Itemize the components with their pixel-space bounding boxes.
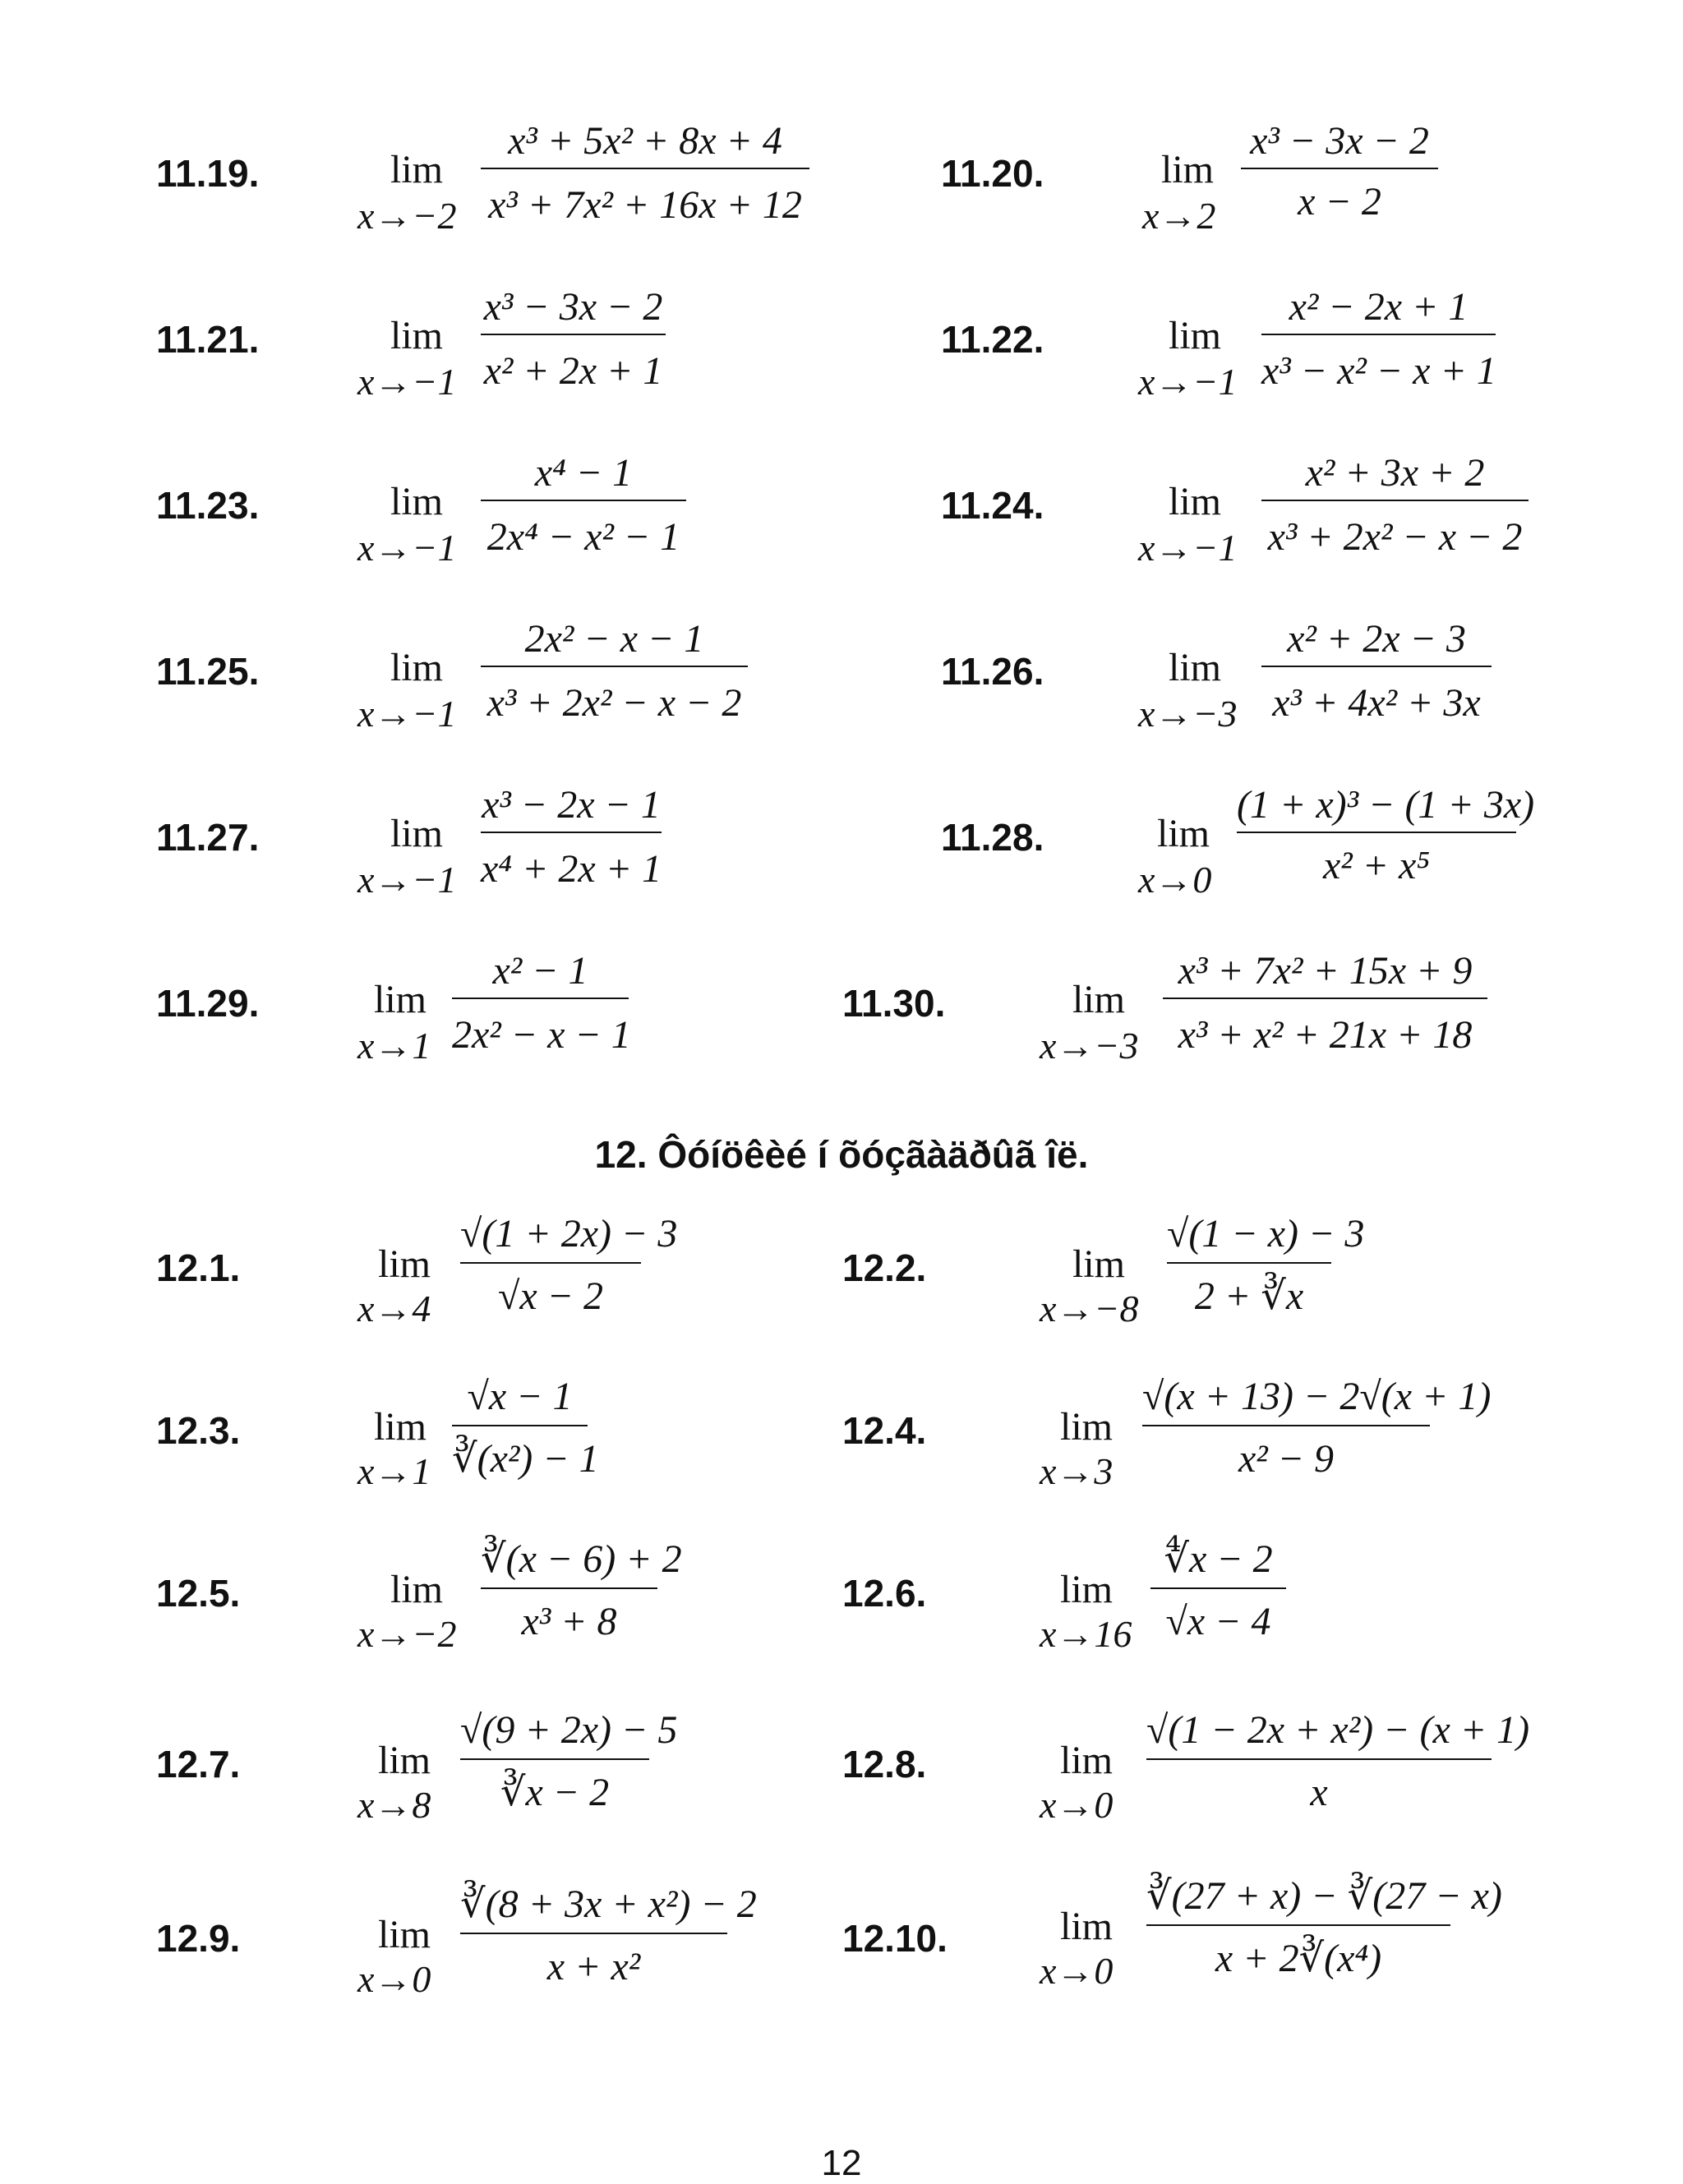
limit-point: x→0	[1138, 859, 1212, 901]
lim-operator: lim	[390, 1568, 444, 1611]
fraction-bar	[481, 334, 666, 335]
fraction	[460, 1208, 678, 1331]
limit-point: x→−1	[1138, 527, 1238, 569]
fraction	[1163, 945, 1487, 1068]
numerator: x² − 1	[492, 949, 588, 993]
fraction-bar	[1150, 1587, 1286, 1589]
fraction-bar	[1237, 832, 1516, 833]
limit-point: x→−8	[1040, 1288, 1139, 1329]
fraction	[481, 779, 662, 902]
denominator: x² + x⁵	[1322, 844, 1431, 887]
section-title: 12. Ôóíöêèé í õóçãàäðûã îë.	[594, 1133, 1089, 1176]
limit-point: x→1	[357, 1450, 431, 1492]
lim-operator: lim	[1157, 812, 1210, 855]
numerator: x³ + 7x² + 15x + 9	[1178, 949, 1473, 993]
fraction-bar	[1167, 1262, 1331, 1264]
numerator: x³ − 2x − 1	[482, 783, 661, 827]
denominator: x	[1310, 1771, 1328, 1814]
problem-number: 11.30.	[842, 982, 946, 1025]
fraction	[1150, 1533, 1286, 1656]
numerator: x³ − 3x − 2	[483, 285, 663, 329]
numerator: √(1 + 2x) − 3	[460, 1212, 678, 1256]
lim-operator: lim	[1060, 1405, 1114, 1449]
problem-number: 11.20.	[941, 152, 1044, 195]
problem-number: 12.7.	[156, 1743, 241, 1785]
numerator: ∛(x − 6) + 2	[481, 1537, 682, 1581]
problem-number: 11.24.	[941, 484, 1044, 527]
numerator: √(1 − x) − 3	[1167, 1212, 1365, 1256]
fraction-bar	[460, 1758, 649, 1760]
denominator: x³ + 8	[521, 1600, 617, 1643]
problem-number: 11.22.	[941, 318, 1044, 361]
numerator: ∛(8 + 3x + x²) − 2	[460, 1882, 757, 1926]
fraction-bar	[1163, 998, 1487, 999]
denominator: ∛(x²) − 1	[452, 1437, 599, 1481]
limit-point: x→−2	[357, 195, 457, 237]
lim-operator: lim	[1169, 314, 1222, 357]
lim-operator: lim	[390, 480, 444, 523]
fraction-bar	[460, 1262, 641, 1264]
lim-operator: lim	[1161, 148, 1215, 191]
problem-number: 12.1.	[156, 1246, 241, 1289]
limit-point: x→8	[357, 1784, 431, 1826]
limit-point: x→−1	[357, 361, 457, 403]
fraction-bar	[460, 1933, 727, 1934]
denominator: x³ + 7x² + 16x + 12	[488, 183, 802, 227]
denominator: x² + 2x + 1	[483, 349, 663, 393]
denominator: x³ + 2x² − x − 2	[486, 681, 742, 725]
problem-number: 12.3.	[156, 1409, 241, 1452]
problem-number: 11.21.	[156, 318, 260, 361]
problem-number: 11.29.	[156, 982, 260, 1025]
fraction	[1261, 613, 1492, 736]
problem-number: 12.10.	[842, 1917, 948, 1960]
problem-number: 12.2.	[842, 1246, 927, 1289]
denominator: x³ − x² − x + 1	[1261, 349, 1496, 393]
numerator: x³ − 3x − 2	[1250, 119, 1429, 163]
limit-point: x→0	[357, 1958, 431, 2000]
fraction	[1167, 1208, 1365, 1331]
denominator: ∛x − 2	[500, 1771, 610, 1814]
limit-point: x→4	[357, 1288, 431, 1329]
denominator: x + x²	[546, 1945, 641, 1988]
problem-number: 11.19.	[156, 152, 260, 195]
lim-operator: lim	[1072, 1242, 1126, 1286]
denominator: x³ + 4x² + 3x	[1272, 681, 1481, 725]
limit-point: x→−1	[357, 693, 457, 735]
denominator: x − 2	[1298, 180, 1381, 223]
fraction-bar	[452, 998, 629, 999]
lim-operator: lim	[374, 978, 427, 1021]
lim-operator: lim	[390, 812, 444, 855]
fraction	[460, 1704, 678, 1827]
fraction-bar	[1142, 1425, 1430, 1426]
numerator: (1 + x)³ − (1 + 3x)	[1237, 783, 1535, 827]
numerator: √(x + 13) − 2√(x + 1)	[1142, 1375, 1492, 1418]
fraction-bar	[481, 168, 809, 169]
numerator: x³ + 5x² + 8x + 4	[508, 119, 782, 163]
lim-operator: lim	[378, 1739, 431, 1782]
problem-number: 12.6.	[842, 1572, 927, 1615]
problem-number: 12.5.	[156, 1572, 241, 1615]
numerator: √(1 − 2x + x²) − (x + 1)	[1146, 1708, 1530, 1752]
fraction	[1237, 779, 1535, 902]
denominator: x⁴ + 2x + 1	[481, 847, 662, 891]
limit-point: x→0	[1040, 1950, 1114, 1992]
numerator: x² − 2x + 1	[1289, 285, 1469, 329]
limit-point: x→1	[357, 1025, 431, 1067]
fraction-bar	[1261, 334, 1496, 335]
fraction	[481, 281, 666, 404]
fraction-bar	[481, 832, 662, 833]
limit-point: x→2	[1142, 195, 1216, 237]
problem-number: 11.23.	[156, 484, 260, 527]
limit-point: x→−3	[1040, 1025, 1139, 1067]
denominator: x³ + x² + 21x + 18	[1178, 1013, 1473, 1057]
fraction	[481, 1533, 682, 1656]
lim-operator: lim	[1072, 978, 1126, 1021]
denominator: 2x⁴ − x² − 1	[486, 515, 680, 559]
lim-operator: lim	[390, 314, 444, 357]
numerator: x² + 2x − 3	[1287, 617, 1466, 661]
fraction	[1142, 1371, 1492, 1494]
fraction	[1261, 281, 1496, 404]
numerator: √x − 1	[467, 1375, 573, 1418]
problem-number: 11.27.	[156, 816, 260, 859]
problem-number: 11.28.	[941, 816, 1044, 859]
numerator: ∛(27 + x) − ∛(27 − x)	[1146, 1874, 1502, 1918]
problem-number: 12.4.	[842, 1409, 927, 1452]
numerator: √(9 + 2x) − 5	[460, 1708, 678, 1752]
fraction	[1146, 1704, 1530, 1827]
problem-number: 11.25.	[156, 650, 260, 693]
denominator: x + 2∛(x⁴)	[1215, 1937, 1382, 1980]
lim-operator: lim	[378, 1242, 431, 1286]
numerator: x² + 3x + 2	[1305, 451, 1485, 495]
fraction	[452, 945, 629, 1068]
fraction	[1241, 115, 1438, 238]
numerator: x⁴ − 1	[534, 451, 633, 495]
limit-point: x→−1	[357, 859, 457, 901]
fraction-bar	[1241, 168, 1438, 169]
lim-operator: lim	[390, 148, 444, 191]
problem-number: 12.8.	[842, 1743, 927, 1785]
lim-operator: lim	[1060, 1739, 1114, 1782]
fraction-bar	[1261, 500, 1529, 501]
fraction	[1261, 447, 1529, 570]
lim-operator: lim	[1169, 646, 1222, 689]
denominator: 2x² − x − 1	[452, 1013, 631, 1057]
limit-point: x→−1	[1138, 361, 1238, 403]
fraction-bar	[1261, 666, 1492, 667]
numerator: 2x² − x − 1	[524, 617, 704, 661]
lim-operator: lim	[390, 646, 444, 689]
fraction	[481, 115, 809, 238]
fraction-bar	[1146, 1924, 1450, 1926]
fraction-bar	[481, 500, 686, 501]
limit-point: x→16	[1040, 1613, 1132, 1655]
page-number: 12	[821, 2143, 862, 2183]
fraction-bar	[1146, 1758, 1492, 1760]
limit-point: x→0	[1040, 1784, 1114, 1826]
problem-number: 11.26.	[941, 650, 1044, 693]
limit-point: x→−2	[357, 1613, 457, 1655]
denominator: x² − 9	[1238, 1437, 1335, 1481]
problem-number: 12.9.	[156, 1917, 241, 1960]
fraction	[460, 1878, 757, 2002]
fraction	[481, 613, 748, 736]
fraction-bar	[481, 666, 748, 667]
denominator: 2 + ∛x	[1194, 1274, 1304, 1318]
fraction	[452, 1371, 599, 1494]
denominator: x³ + 2x² − x − 2	[1267, 515, 1523, 559]
fraction-bar	[452, 1425, 588, 1426]
fraction	[1146, 1870, 1502, 1993]
denominator: √x − 2	[497, 1274, 604, 1318]
limit-point: x→−1	[357, 527, 457, 569]
fraction	[481, 447, 686, 570]
lim-operator: lim	[1060, 1568, 1114, 1611]
limit-point: x→−3	[1138, 693, 1238, 735]
lim-operator: lim	[374, 1405, 427, 1449]
lim-operator: lim	[378, 1913, 431, 1956]
numerator: ∜x − 2	[1164, 1537, 1273, 1581]
fraction-bar	[481, 1587, 657, 1589]
limit-point: x→3	[1040, 1450, 1114, 1492]
denominator: √x − 4	[1165, 1600, 1271, 1643]
lim-operator: lim	[1169, 480, 1222, 523]
lim-operator: lim	[1060, 1905, 1114, 1948]
